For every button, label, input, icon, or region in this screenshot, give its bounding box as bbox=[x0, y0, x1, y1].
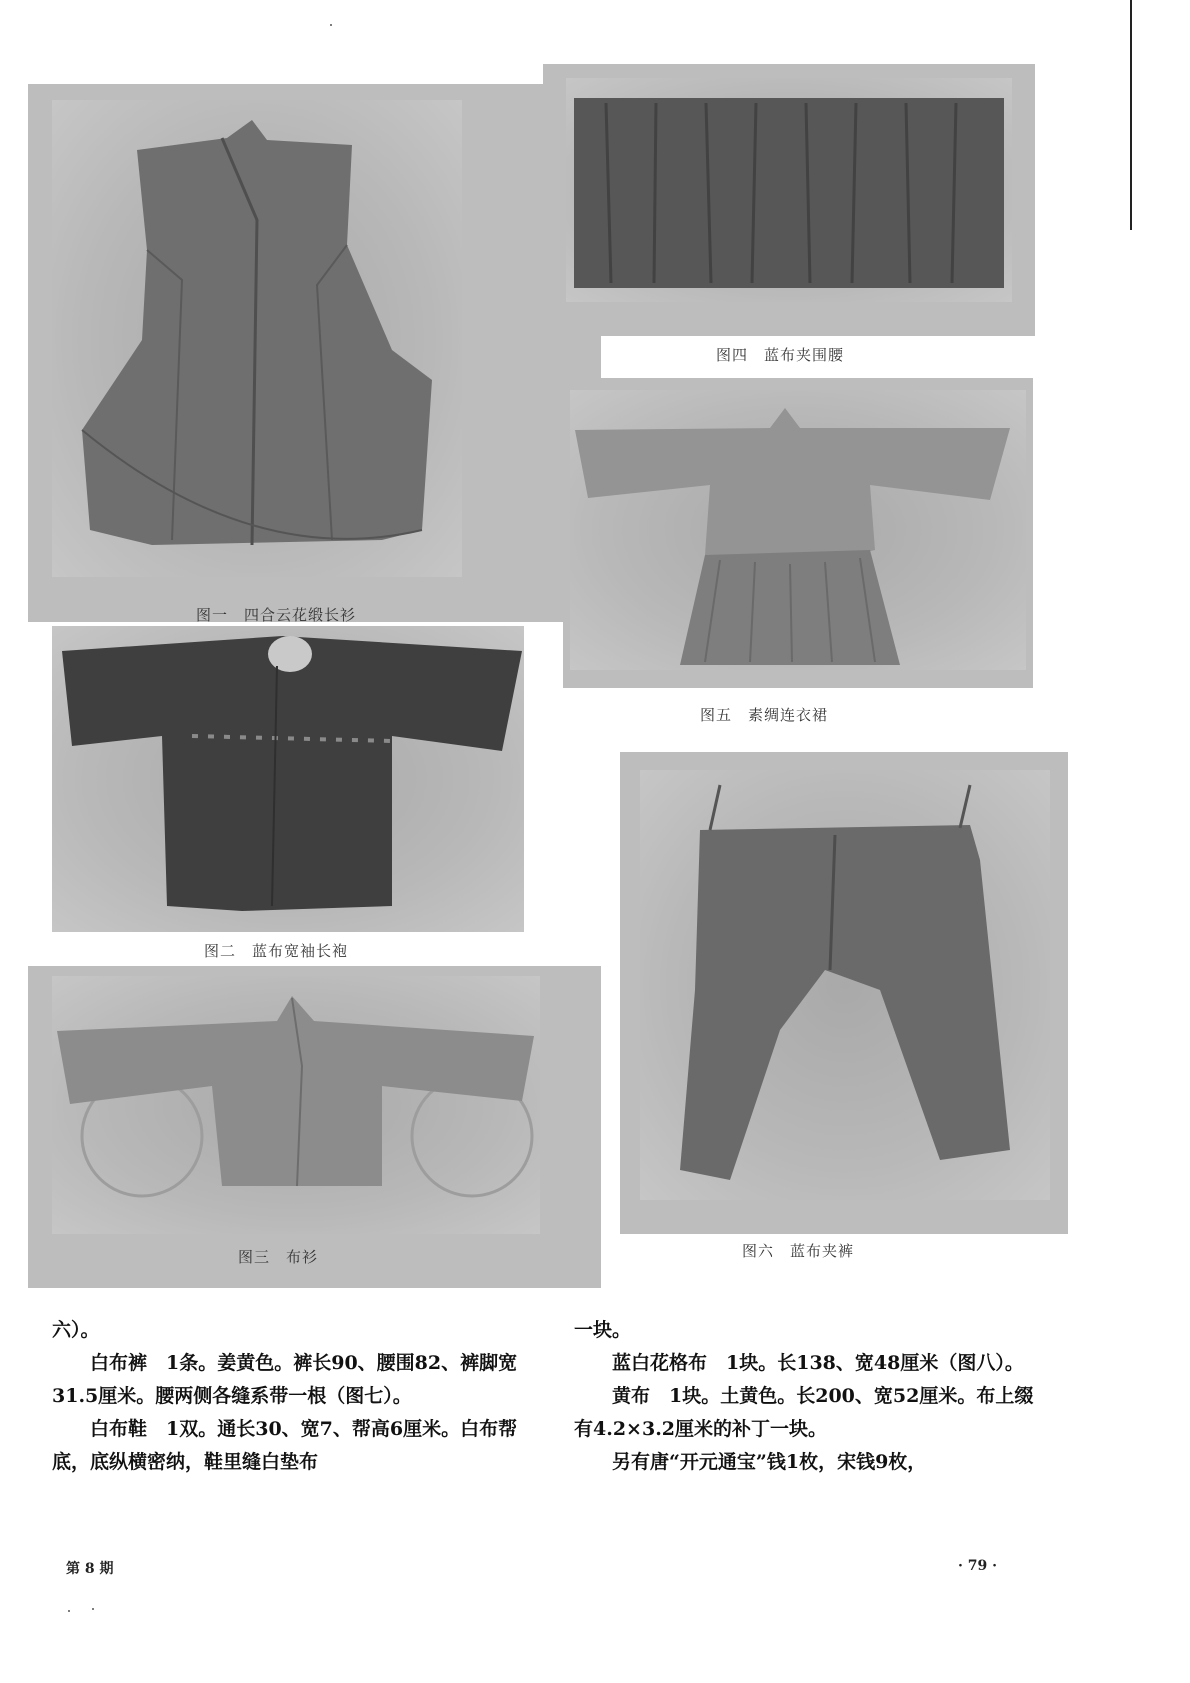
apron-icon bbox=[566, 78, 1012, 302]
page-edge-line bbox=[1130, 0, 1132, 230]
print-speck bbox=[68, 1610, 70, 1612]
figure-5-caption: 图五 素绸连衣裙 bbox=[700, 706, 829, 724]
figure-3-photo bbox=[52, 976, 540, 1234]
figure-5-photo bbox=[570, 390, 1026, 670]
figure-6-photo bbox=[640, 770, 1050, 1200]
wide-sleeve-robe-icon bbox=[52, 626, 524, 932]
print-speck bbox=[92, 1608, 94, 1610]
figure-1-photo bbox=[52, 100, 462, 577]
figure-2-caption: 图二 蓝布宽袖长袍 bbox=[204, 942, 349, 960]
figure-3-caption: 图三 布衫 bbox=[238, 1248, 319, 1266]
paragraph: 另有唐“开元通宝”钱1枚，宋钱9枚， bbox=[612, 1451, 927, 1473]
trousers-icon bbox=[640, 770, 1050, 1200]
print-speck bbox=[330, 24, 332, 26]
paragraph: 六）。 bbox=[52, 1319, 100, 1341]
figure-4-photo bbox=[566, 78, 1012, 302]
long-robe-icon bbox=[52, 100, 462, 577]
dress-icon bbox=[570, 390, 1026, 670]
figure-1-caption: 图一 四合云花缎长衫 bbox=[196, 606, 357, 624]
issue-number: 第 8 期 bbox=[66, 1561, 114, 1577]
figure-4-caption: 图四 蓝布夹围腰 bbox=[716, 346, 845, 364]
paragraph: 白布裤 1条。姜黄色。裤长90、腰围82、裤脚宽31.5厘米。腰两侧各缝系带一根（图七）。 bbox=[52, 1352, 518, 1407]
text-column-left bbox=[52, 1314, 530, 1479]
page-number: · 79 · bbox=[958, 1558, 997, 1574]
text-column-right bbox=[574, 1314, 1052, 1479]
paragraph: 一块。 bbox=[574, 1319, 632, 1341]
paragraph: 白布鞋 1双。通长30、宽7、帮高6厘米。白布帮底，底纵横密纳，鞋里缝白垫布 bbox=[52, 1418, 518, 1473]
paragraph: 蓝白花格布 1块。长138、宽48厘米（图八）。 bbox=[612, 1352, 1024, 1374]
cloth-shirt-icon bbox=[52, 976, 540, 1234]
paragraph: 黄布 1块。土黄色。长200、宽52厘米。布上缀有4.2×3.2厘米的补丁一块。 bbox=[574, 1385, 1034, 1440]
figure-6-caption: 图六 蓝布夹裤 bbox=[742, 1242, 855, 1260]
figure-2-photo bbox=[52, 626, 524, 932]
